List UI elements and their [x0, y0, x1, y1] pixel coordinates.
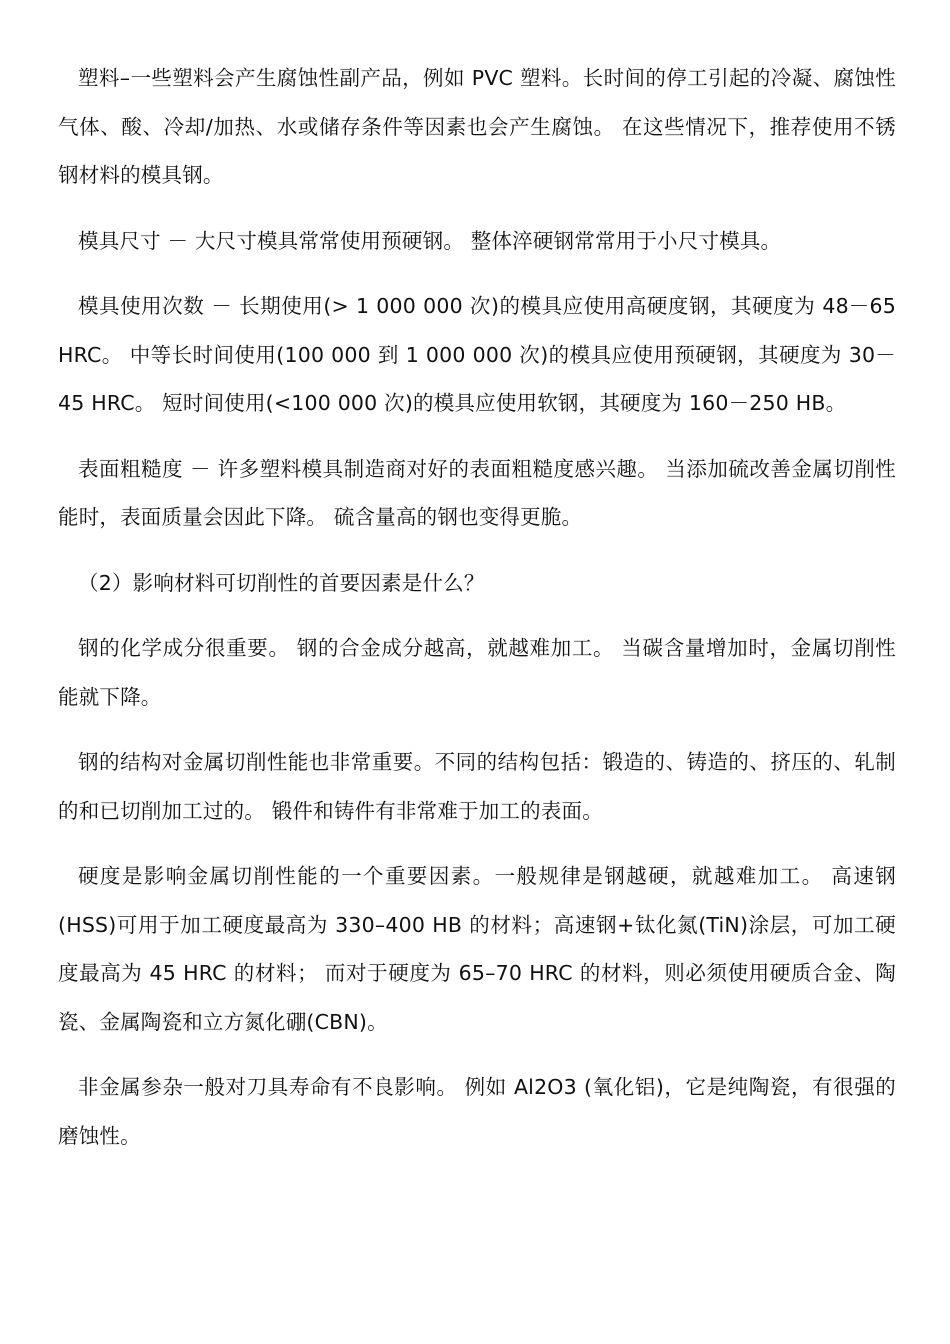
paragraph-mold-size: 模具尺寸 － 大尺寸模具常常使用预硬钢。 整体淬硬钢常常用于小尺寸模具。	[78, 228, 782, 253]
document-body	[58, 54, 896, 1177]
paragraph-plastic-corrosion: 塑料–一些塑料会产生腐蚀性副产品，例如 PVC 塑料。长时间的停工引起的冷凝、腐蚀性气体、酸、冷却/加热、水或储存条件等因素也会产生腐蚀。 在这些情况下，推荐使用不锈钢材料的模具钢。	[58, 66, 896, 187]
paragraph-nonmetallic-inclusions: 非金属参杂一般对刀具寿命有不良影响。 例如 Al2O3 (氧化铝)，它是纯陶瓷，有很强的磨蚀性。	[58, 1075, 896, 1148]
paragraph-steel-structure: 钢的结构对金属切削性能也非常重要。不同的结构包括：锻造的、铸造的、挤压的、轧制的和已切削加工过的。 锻件和铸件有非常难于加工的表面。	[58, 750, 896, 823]
paragraph-surface-roughness: 表面粗糙度 － 许多塑料模具制造商对好的表面粗糙度感兴趣。 当添加硫改善金属切削性能时，表面质量会因此下降。 硫含量高的钢也变得更脆。	[58, 456, 896, 529]
section-question-heading: （2）影响材料可切削性的首要因素是什么？	[78, 570, 485, 595]
paragraph-hardness: 硬度是影响金属切削性能的一个重要因素。一般规律是钢越硬，就越难加工。 高速钢(HSS)可用于加工硬度最高为 330–400 HB 的材料；高速钢+钛化氮(TiN)涂层，可加工硬度最高为 45 HRC 的材料； 而对于硬度为 65–70 HRC 的材料，则必须使用硬质合金、陶瓷、金属陶瓷和立方氮化硼(CBN)。	[58, 864, 896, 1034]
paragraph-chemical-composition: 钢的化学成分很重要。 钢的合金成分越高，就越难加工。 当碳含量增加时，金属切削性能就下降。	[58, 636, 896, 709]
paragraph-mold-usage-count: 模具使用次数 － 长期使用(> 1 000 000 次)的模具应使用高硬度钢，其硬度为 48－65 HRC。 中等长时间使用(100 000 到 1 000 000 次)的模具应使用预硬钢，其硬度为 30－45 HRC。 短时间使用(<100 000 次)的模具应使用软钢，其硬度为 160－250 HB。	[58, 294, 896, 415]
